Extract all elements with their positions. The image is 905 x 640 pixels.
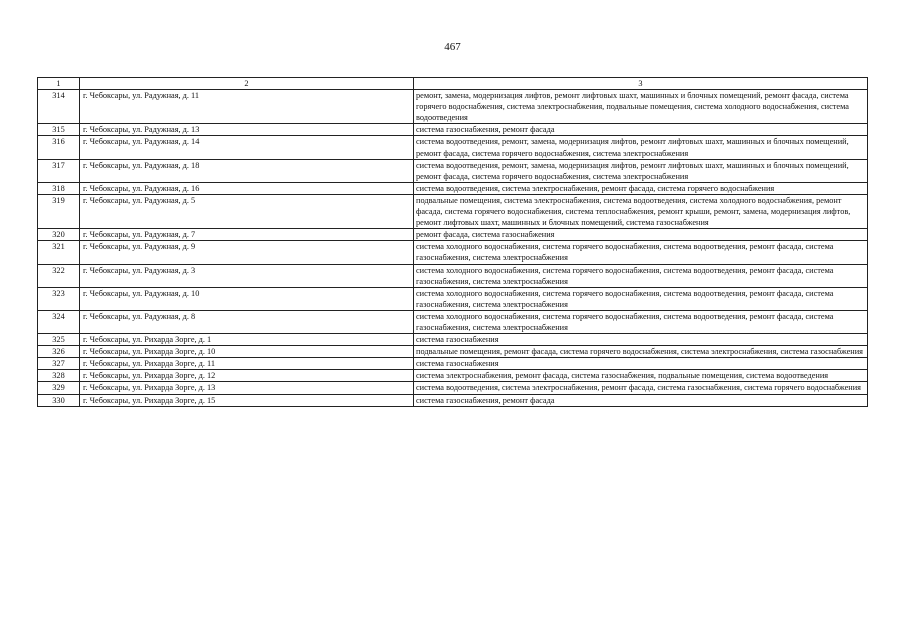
- table-row: [38, 194, 868, 228]
- table-row: [38, 394, 868, 406]
- row-works: система холодного водоснабжения, система горячего водоснабжения, система водоотведения, ремонт фасада, система газоснабжения, система электроснабжения: [414, 287, 868, 310]
- row-works: система холодного водоснабжения, система горячего водоснабжения, система водоотведения, ремонт фасада, система газоснабжения, система электроснабжения: [414, 310, 868, 333]
- row-number: 320: [38, 229, 80, 241]
- column-header-row: [38, 78, 868, 90]
- row-works: система газоснабжения, ремонт фасада: [414, 124, 868, 136]
- row-works: подвальные помещения, ремонт фасада, система горячего водоснабжения, система электроснабжения, система газоснабжения: [414, 346, 868, 358]
- row-works: система газоснабжения: [414, 334, 868, 346]
- row-works: система холодного водоснабжения, система горячего водоснабжения, система водоотведения, ремонт фасада, система газоснабжения, система электроснабжения: [414, 264, 868, 287]
- row-number: 326: [38, 346, 80, 358]
- row-works: система водоотведения, система электроснабжения, ремонт фасада, система газоснабжения, система горячего водоснабжения: [414, 382, 868, 394]
- page-number: 467: [444, 41, 461, 53]
- row-works: система электроснабжения, ремонт фасада, система газоснабжения, подвальные помещения, система водоотведения: [414, 370, 868, 382]
- row-address: г. Чебоксары, ул. Рихарда Зорге, д. 13: [80, 382, 414, 394]
- row-number: 330: [38, 394, 80, 406]
- column-header-works: 3: [414, 78, 868, 90]
- row-number: 317: [38, 159, 80, 182]
- table-row: [38, 241, 868, 264]
- row-number: 329: [38, 382, 80, 394]
- row-number: 315: [38, 124, 80, 136]
- table-row: [38, 382, 868, 394]
- row-number: 322: [38, 264, 80, 287]
- row-number: 321: [38, 241, 80, 264]
- row-works: система газоснабжения: [414, 358, 868, 370]
- table-row: [38, 159, 868, 182]
- row-works: система водоотведения, ремонт, замена, модернизация лифтов, ремонт лифтовых шахт, машинных и блочных помещений, ремонт фасада, система горячего водоснабжения, система электроснабжения: [414, 136, 868, 159]
- row-address: г. Чебоксары, ул. Рихарда Зорге, д. 12: [80, 370, 414, 382]
- table-row: [38, 124, 868, 136]
- row-address: г. Чебоксары, ул. Радужная, д. 9: [80, 241, 414, 264]
- row-works: система газоснабжения, ремонт фасада: [414, 394, 868, 406]
- row-address: г. Чебоксары, ул. Радужная, д. 14: [80, 136, 414, 159]
- row-works: подвальные помещения, система электроснабжения, система водоотведения, система холодного водоснабжения, ремонт фасада, система горячего водоснабжения, система теплоснабжения, ремонт крыши, ремонт, замена, модернизация лифтов, ремонт лифтовых шахт, машинных и блочных помещений, система газоснабжения: [414, 194, 868, 228]
- row-address: г. Чебоксары, ул. Радужная, д. 16: [80, 182, 414, 194]
- table-row: [38, 346, 868, 358]
- row-address: г. Чебоксары, ул. Рихарда Зорге, д. 1: [80, 334, 414, 346]
- table-row: [38, 287, 868, 310]
- buildings-repair-table: [37, 77, 868, 407]
- row-number: 328: [38, 370, 80, 382]
- table-row: [38, 264, 868, 287]
- row-address: г. Чебоксары, ул. Радужная, д. 3: [80, 264, 414, 287]
- row-address: г. Чебоксары, ул. Радужная, д. 7: [80, 229, 414, 241]
- table-row: [38, 182, 868, 194]
- row-number: 314: [38, 90, 80, 124]
- table-row: [38, 370, 868, 382]
- row-address: г. Чебоксары, ул. Радужная, д. 18: [80, 159, 414, 182]
- row-number: 318: [38, 182, 80, 194]
- table-row: [38, 334, 868, 346]
- row-address: г. Чебоксары, ул. Рихарда Зорге, д. 10: [80, 346, 414, 358]
- table-body: [38, 78, 868, 407]
- table-row: [38, 310, 868, 333]
- row-address: г. Чебоксары, ул. Радужная, д. 11: [80, 90, 414, 124]
- row-works: ремонт фасада, система газоснабжения: [414, 229, 868, 241]
- row-works: система водоотведения, система электроснабжения, ремонт фасада, система горячего водоснабжения: [414, 182, 868, 194]
- table-row: [38, 358, 868, 370]
- table-row: [38, 90, 868, 124]
- table-row: [38, 229, 868, 241]
- row-address: г. Чебоксары, ул. Радужная, д. 10: [80, 287, 414, 310]
- row-address: г. Чебоксары, ул. Рихарда Зорге, д. 11: [80, 358, 414, 370]
- table-row: [38, 136, 868, 159]
- column-header-number: 1: [38, 78, 80, 90]
- row-works: система водоотведения, ремонт, замена, модернизация лифтов, ремонт лифтовых шахт, машинных и блочных помещений, ремонт фасада, система горячего водоснабжения, система электроснабжения: [414, 159, 868, 182]
- row-address: г. Чебоксары, ул. Радужная, д. 8: [80, 310, 414, 333]
- row-number: 319: [38, 194, 80, 228]
- row-number: 325: [38, 334, 80, 346]
- row-works: система холодного водоснабжения, система горячего водоснабжения, система водоотведения, ремонт фасада, система газоснабжения, система электроснабжения: [414, 241, 868, 264]
- row-number: 316: [38, 136, 80, 159]
- row-number: 324: [38, 310, 80, 333]
- row-address: г. Чебоксары, ул. Радужная, д. 13: [80, 124, 414, 136]
- row-address: г. Чебоксары, ул. Радужная, д. 5: [80, 194, 414, 228]
- column-header-address: 2: [80, 78, 414, 90]
- row-number: 323: [38, 287, 80, 310]
- row-number: 327: [38, 358, 80, 370]
- row-works: ремонт, замена, модернизация лифтов, ремонт лифтовых шахт, машинных и блочных помещений, ремонт фасада, система горячего водоснабжения, система электроснабжения, подвальные помещения, система холодного водоснабжения, система водоотведения: [414, 90, 868, 124]
- row-address: г. Чебоксары, ул. Рихарда Зорге, д. 15: [80, 394, 414, 406]
